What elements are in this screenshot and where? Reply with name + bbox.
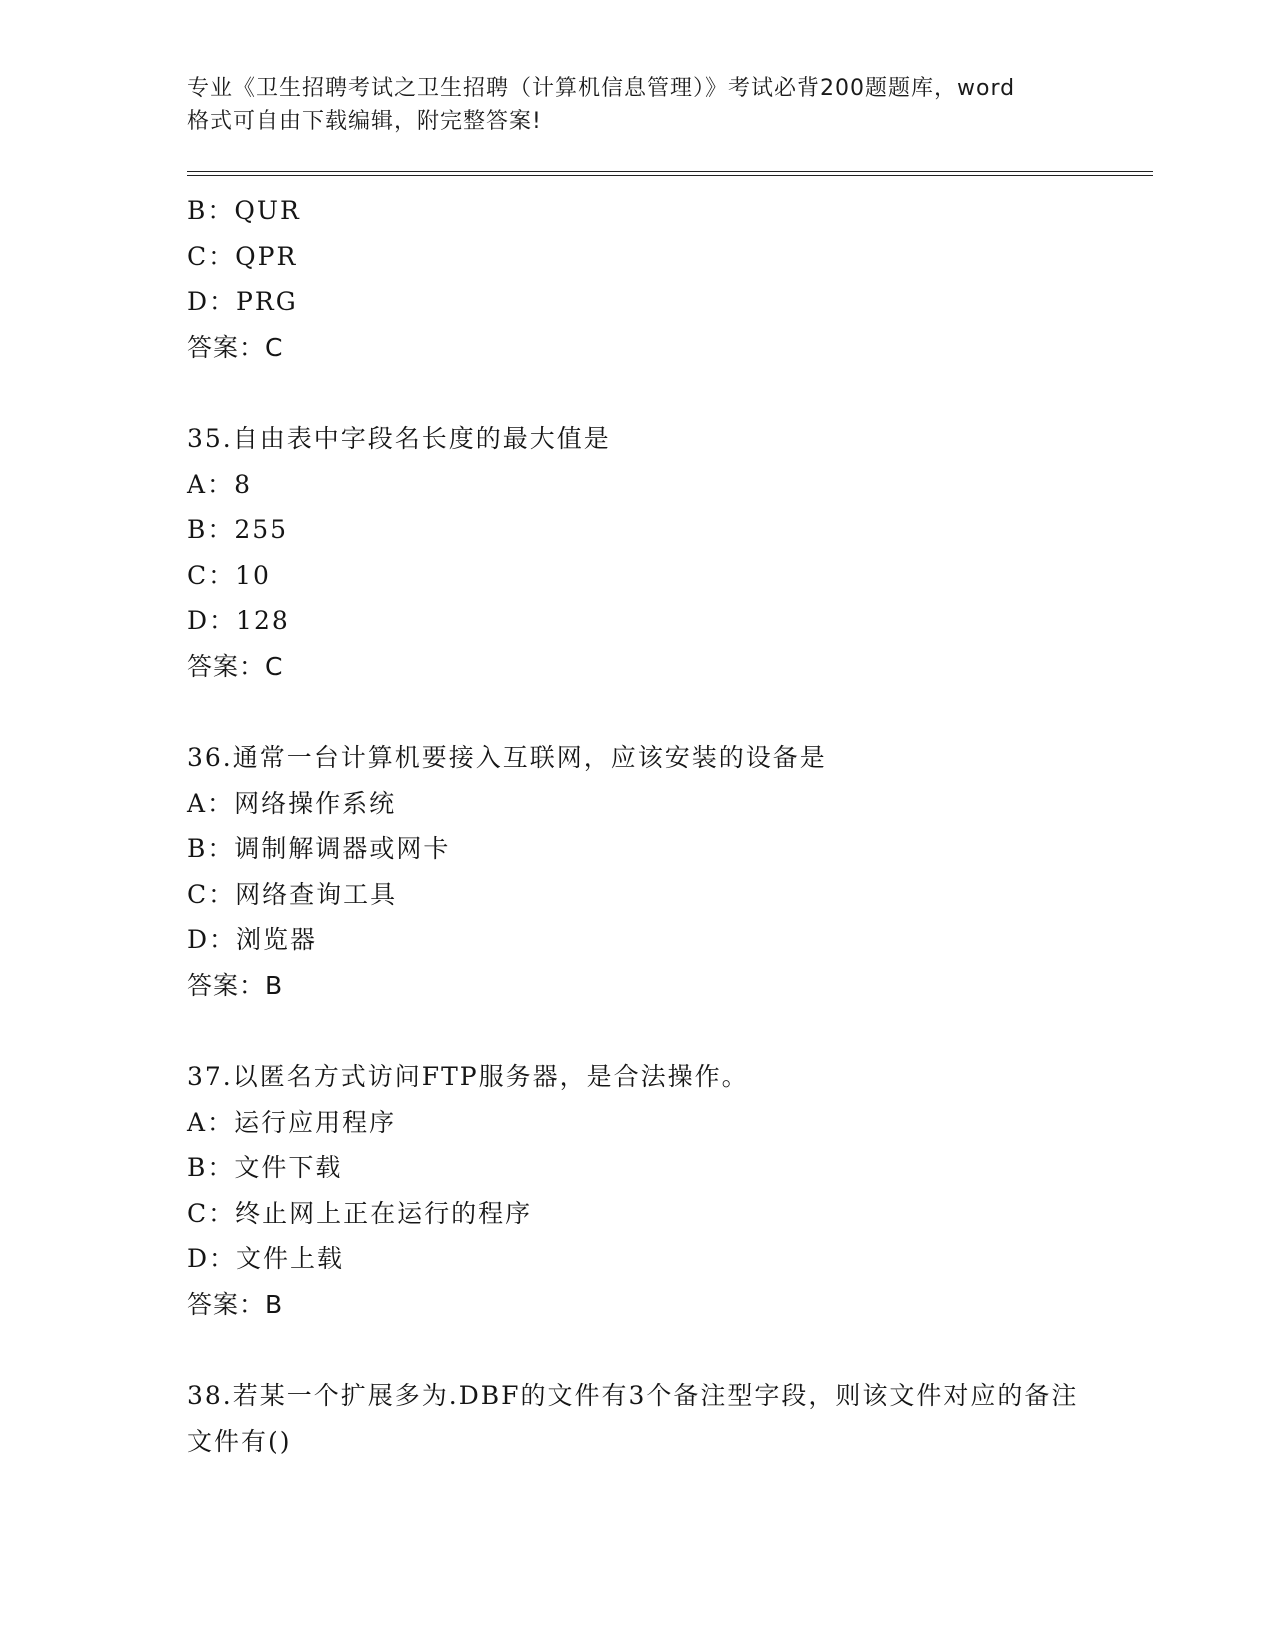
- option-d: D：PRG: [187, 287, 298, 316]
- option-c: C：10: [187, 560, 271, 590]
- header-rule-bottom: [187, 175, 1153, 176]
- option-b: B：文件下载: [187, 1153, 343, 1182]
- question-38: [187, 1373, 1153, 1464]
- answer-line: 答案：B: [187, 970, 284, 1000]
- option-c: C：网络查询工具: [187, 879, 398, 909]
- question-37: [187, 1054, 1153, 1327]
- previous-question-tail: [187, 188, 1153, 370]
- header-rule-top: [187, 171, 1153, 172]
- question-36: [187, 735, 1153, 1008]
- option-c: C：QPR: [187, 241, 298, 271]
- answer-line: 答案：C: [187, 651, 284, 681]
- option-b: B：调制解调器或网卡: [187, 834, 451, 863]
- option-a: A：运行应用程序: [187, 1107, 397, 1137]
- option-b: B：255: [187, 515, 289, 544]
- option-c: C：终止网上正在运行的程序: [187, 1198, 533, 1228]
- question-stem: 35.自由表中字段名长度的最大值是: [187, 424, 611, 453]
- question-stem: 36.通常一台计算机要接入互联网，应该安装的设备是: [187, 743, 827, 772]
- question-stem: 38.若某一个扩展多为.DBF的文件有3个备注型字段，则该文件对应的备注文件有(): [187, 1381, 1079, 1456]
- option-d: D：128: [187, 606, 290, 635]
- question-stem: 37.以匿名方式访问FTP服务器，是合法操作。: [187, 1062, 749, 1091]
- page-header: [187, 72, 1087, 138]
- option-d: D：浏览器: [187, 925, 318, 954]
- header-title-line-1: 专业《卫生招聘考试之卫生招聘（计算机信息管理）》考试必背200题题库，word: [187, 76, 1016, 101]
- answer-line: 答案：B: [187, 1289, 284, 1319]
- option-a: A：8: [187, 469, 252, 499]
- option-b: B：QUR: [187, 196, 301, 225]
- header-title-line-2: 格式可自由下载编辑，附完整答案!: [187, 109, 542, 134]
- option-d: D：文件上载: [187, 1244, 345, 1273]
- question-35: [187, 416, 1153, 689]
- option-a: A：网络操作系统: [187, 788, 397, 818]
- answer-line: 答案：C: [187, 332, 284, 362]
- document-body: [187, 188, 1153, 1464]
